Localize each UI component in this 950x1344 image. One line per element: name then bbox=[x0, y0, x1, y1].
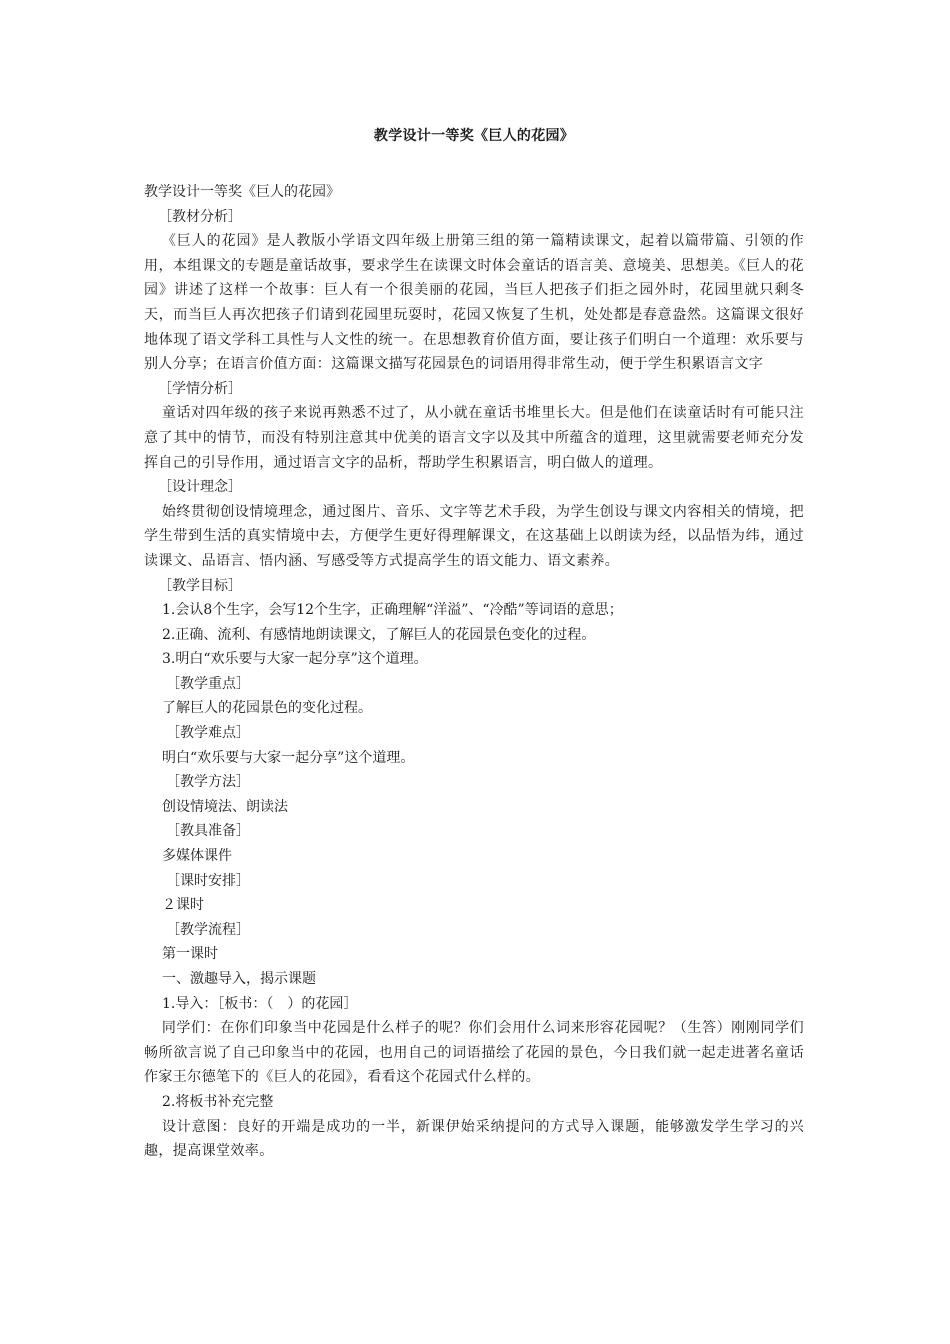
document-page bbox=[144, 124, 804, 1164]
section-heading-difficulties: ［教学难点］ bbox=[166, 725, 250, 742]
paragraph-schedule: ２课时 bbox=[162, 897, 204, 914]
part-heading: 一、激趣导入，揭示课题 bbox=[162, 971, 316, 987]
paragraph-difficulties: 明白“欢乐要与大家一起分享”这个道理。 bbox=[162, 749, 415, 766]
list-item-goal-1: 1.会认8个生字，会写12个生字，正确理解“洋溢”、“冷酷”等词语的意思； bbox=[162, 602, 623, 619]
paragraph-design-concept: 始终贯彻创设情境理念，通过图片、音乐、文字等艺术手段，为学生创设与课文内容相关的情境，把学生带到生活的真实情境中去，方便学生更好得理解课文，在这基础上以朗读为经，以品悟为纬，通过读课文、品语言、悟内涵、写感受等方式提高学生的语文能力、语文素养。 bbox=[144, 503, 804, 569]
paragraph-methods: 创设情境法、朗读法 bbox=[162, 798, 288, 815]
section-heading-teaching-goals: ［教学目标］ bbox=[158, 577, 242, 594]
paragraph-key-points: 了解巨人的花园景色的变化过程。 bbox=[162, 700, 372, 717]
section-heading-design-concept: ［设计理念］ bbox=[158, 479, 242, 496]
paragraph-step-1: 同学们：在你们印象当中花园是什么样子的呢？你们会用什么词来形容花园呢？（生答）刚刚同学们畅所欲言说了自己印象当中的花园，也用自己的词语描绘了花园的景色，今日我们就一起走进著名童话作家王尔德笔下的《巨人的花园》，看看这个花园式什么样的。 bbox=[144, 1020, 804, 1086]
section-heading-key-points: ［教学重点］ bbox=[166, 675, 250, 692]
section-heading-textbook-analysis: ［教材分析］ bbox=[158, 208, 242, 225]
list-item-goal-2: 2.正确、流利、有感情地朗读课文，了解巨人的花园景色变化的过程。 bbox=[162, 626, 596, 643]
paragraph-student-analysis: 童话对四年级的孩子来说再熟悉不过了，从小就在童话书堆里长大。但是他们在读童话时有可能只注意了其中的情节，而没有特别注意其中优美的语言文字以及其中所蕴含的道理，这里就需要老师充分发挥自己的引导作用，通过语言文字的品析，帮助学生积累语言，明白做人的道理。 bbox=[144, 405, 804, 471]
section-heading-schedule: ［课时安排］ bbox=[166, 872, 250, 889]
section-heading-teaching-aids: ［教具准备］ bbox=[166, 823, 250, 840]
section-heading-student-analysis: ［学情分析］ bbox=[158, 380, 242, 397]
paragraph-teaching-aids: 多媒体课件 bbox=[162, 848, 232, 865]
step-heading-2: 2.将板书补充完整 bbox=[162, 1093, 274, 1110]
lesson-heading: 第一课时 bbox=[162, 946, 218, 963]
paragraph-textbook-analysis: 《巨人的花园》是人教版小学语文四年级上册第三组的第一篇精读课文，起着以篇带篇、引领的作用，本组课文的专题是童话故事，要求学生在读课文时体会童话的语言美、意境美、思想美。《巨人的花园》讲述了这样一个故事：巨人有一个很美丽的花园，当巨人把孩子们拒之园外时，花园里就只剩冬天，而当巨人再次把孩子们请到花园里玩耍时，花园又恢复了生机，处处都是春意盎然。这篇课文很好地体现了语文学科工具性与人文性的统一。在思想教育价值方面，要让孩子们明白一个道理：欢乐要与别人分享；在语言价值方面：这篇课文描写花园景色的词语用得非常生动，便于学生积累语言文字 bbox=[144, 233, 804, 373]
section-heading-methods: ［教学方法］ bbox=[166, 774, 250, 791]
document-title: 教学设计一等奖《巨人的花园》 bbox=[373, 128, 575, 144]
paragraph-design-intent: 设计意图：良好的开端是成功的一半，新课伊始采纳提问的方式导入课题，能够激发学生学习的兴趣，提高课堂效率。 bbox=[144, 1118, 804, 1160]
document-subtitle: 教学设计一等奖《巨人的花园》 bbox=[144, 184, 340, 200]
section-heading-procedure: ［教学流程］ bbox=[166, 921, 250, 938]
list-item-goal-3: 3.明白“欢乐要与大家一起分享”这个道理。 bbox=[162, 651, 428, 668]
step-heading-1: 1.导入：［板书：（ ）的花园］ bbox=[162, 995, 358, 1012]
